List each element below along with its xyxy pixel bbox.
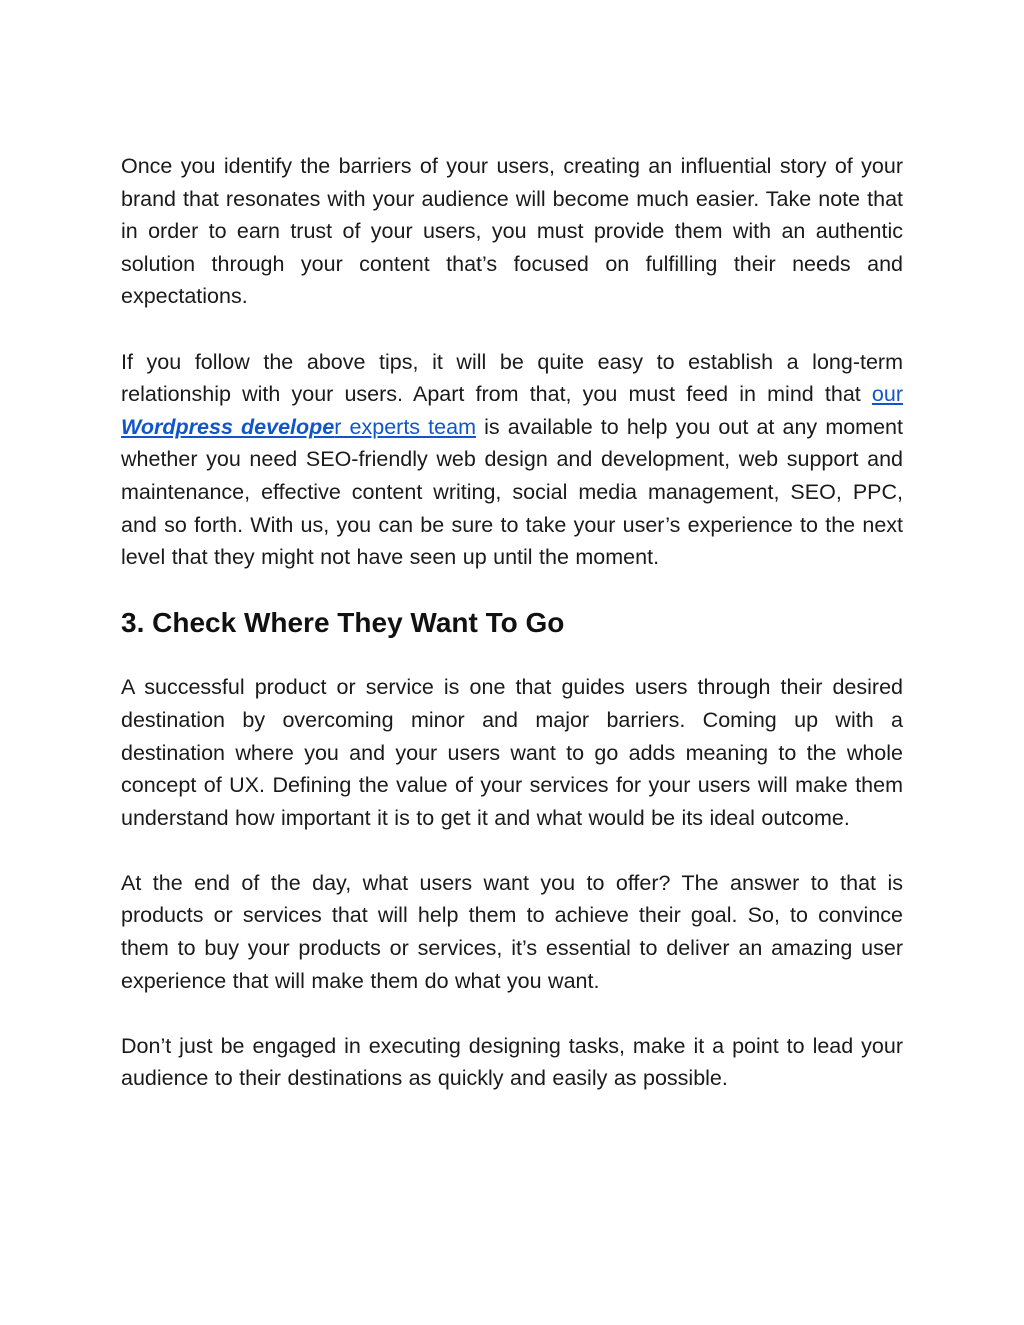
- paragraph-text-after-link: is available to help you out at any moment whether you need SEO-friendly web design and development, web support and maintenance, effective content writing, social media management, SEO, PPC, and so forth. With us, you can be sure to take your user’s experience to the next level that they might not have seen up until the moment.: [121, 414, 903, 570]
- paragraph-end-of-day: At the end of the day, what users want you to offer? The answer to that is products or services that will help them to achieve their goal. So, to convince them to buy your products or services, it’s essential to deliver an amazing user experience that will make them do what you want.: [121, 870, 903, 993]
- paragraph-text-before-link: If you follow the above tips, it will be quite easy to establish a long-term relationship with your users. Apart from that, you must feed in mind that: [121, 349, 903, 407]
- document-page: [121, 150, 903, 1095]
- wordpress-developer-link-experts[interactable]: r experts team: [334, 414, 476, 439]
- wordpress-developer-link-our[interactable]: our: [871, 382, 903, 407]
- paragraph-follow-tips: [121, 346, 903, 574]
- wordpress-developer-link-bold[interactable]: Wordpress develope: [121, 414, 335, 439]
- paragraph-barriers: Once you identify the barriers of your users, creating an influential story of your brand that resonates with your audience will become much easier. Take note that in order to earn trust of your users, you must provide them with an authentic solution through your content that’s focused on fulfilling their needs and expectations.: [121, 154, 903, 309]
- paragraph-dont-just: Don’t just be engaged in executing designing tasks, make it a point to lead your audience to their destinations as quickly and easily as possible.: [121, 1033, 903, 1091]
- section-heading: 3. Check Where They Want To Go: [121, 607, 565, 639]
- paragraph-successful-product: A successful product or service is one that guides users through their desired destination by overcoming minor and major barriers. Coming up with a destination where you and your users want to go adds meaning to the whole concept of UX. Defining the value of your services for your users will make them understand how important it is to get it and what would be its ideal outcome.: [121, 675, 903, 830]
